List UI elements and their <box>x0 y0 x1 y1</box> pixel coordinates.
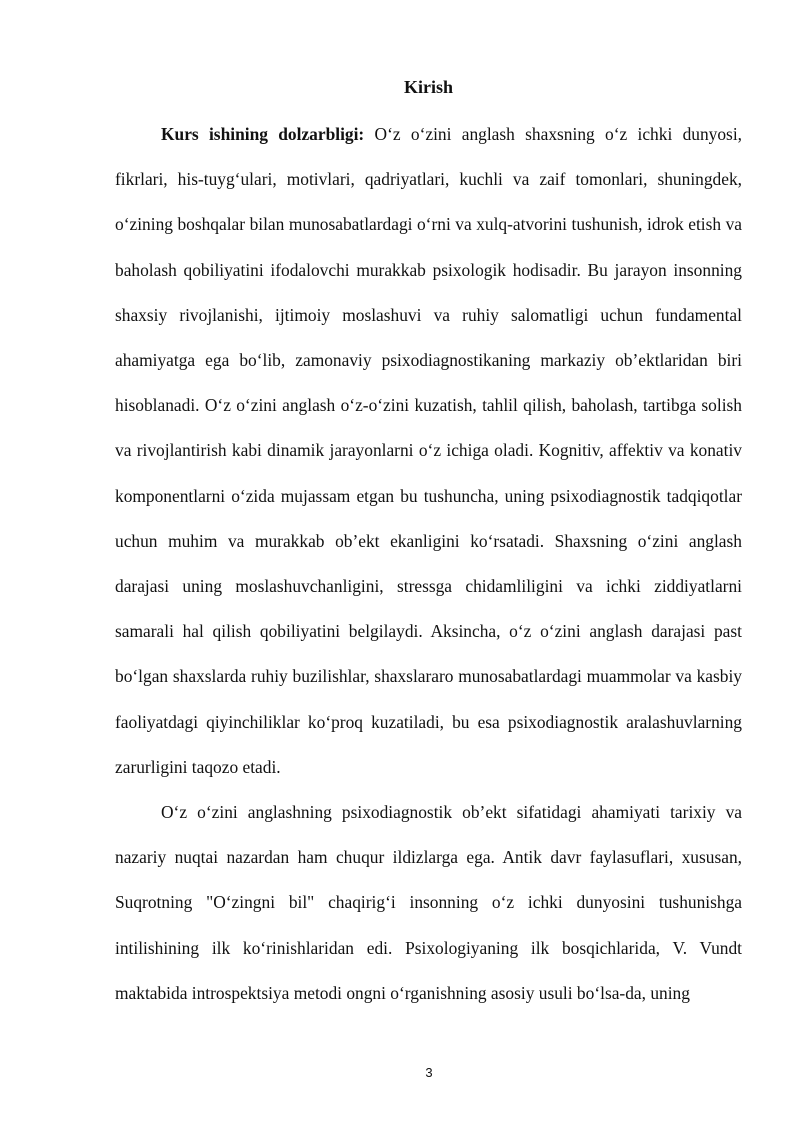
section-heading: Kirish <box>403 77 453 97</box>
paragraph-text: O‘z o‘zini anglash shaxsning o‘z ichki dunyosi, fikrlari, his-tuyg‘ulari, motivlari, qadriyatlari, kuchli va zaif tomonlari, shuningdek, o‘zining boshqalar bilan munosabatlardagi o‘rni va xulq-atvorini tushunish, idrok etish va baholash qobiliyatini ifodalovchi murakkab psixologik hodisadir. Bu jarayon insonning shaxsiy rivojlanishi, ijtimoiy moslashuvi va ruhiy salomatligi uchun fundamental ahamiyatga ega bo‘lib, zamonaviy psixodiagnostikaning markaziy ob’ektlaridan biri hisoblanadi. O‘z o‘zini anglash o‘z-o‘zini kuzatish, tahlil qilish, baholash, tartibga solish va rivojlantirish kabi dinamik jarayonlarni o‘z ichiga oladi. Kognitiv, affektiv va konativ komponentlarni o‘zida mujassam etgan bu tushuncha, uning psixodiagnostik tadqiqotlar uchun muhim va murakkab ob’ekt ekanligini ko‘rsatadi. Shaxsning o‘zini anglash darajasi uning moslashuvchanligini, stressga chidamliligini va ichki ziddiyatlarni samarali hal qilish qobiliyatini belgilaydi. Aksincha, o‘z o‘zini anglash darajasi past bo‘lgan shaxslarda ruhiy buzilishlar, shaxslararo munosabatlardagi muammolar va kasbiy faoliyatdagi qiyinchiliklar ko‘proq kuzatiladi, bu esa psixodiagnostik aralashuvlarning zarurligini taqozo etadi. <box>115 124 742 777</box>
paragraph-relevance <box>115 112 742 790</box>
page-number: 3 <box>425 1065 433 1080</box>
page-content <box>115 70 742 1016</box>
paragraph-lead: Kurs ishining dolzarbligi: <box>161 124 365 144</box>
paragraph-text: O‘z o‘zini anglashning psixodiagnostik ob’ekt sifatidagi ahamiyati tarixiy va nazariy nuqtai nazardan ham chuqur ildizlarga ega. Antik davr faylasuflari, xususan, Suqrotning "O‘zingni bil" chaqirig‘i insonning o‘z ichki dunyosini tushunishga intilishining ilk ko‘rinishlaridan edi. Psixologiyaning ilk bosqichlarida, V. Vundt maktabida introspektsiya metodi ongni o‘rganishning asosiy usuli bo‘lsa-da, uning <box>115 802 742 1003</box>
paragraph-history <box>115 790 742 1016</box>
